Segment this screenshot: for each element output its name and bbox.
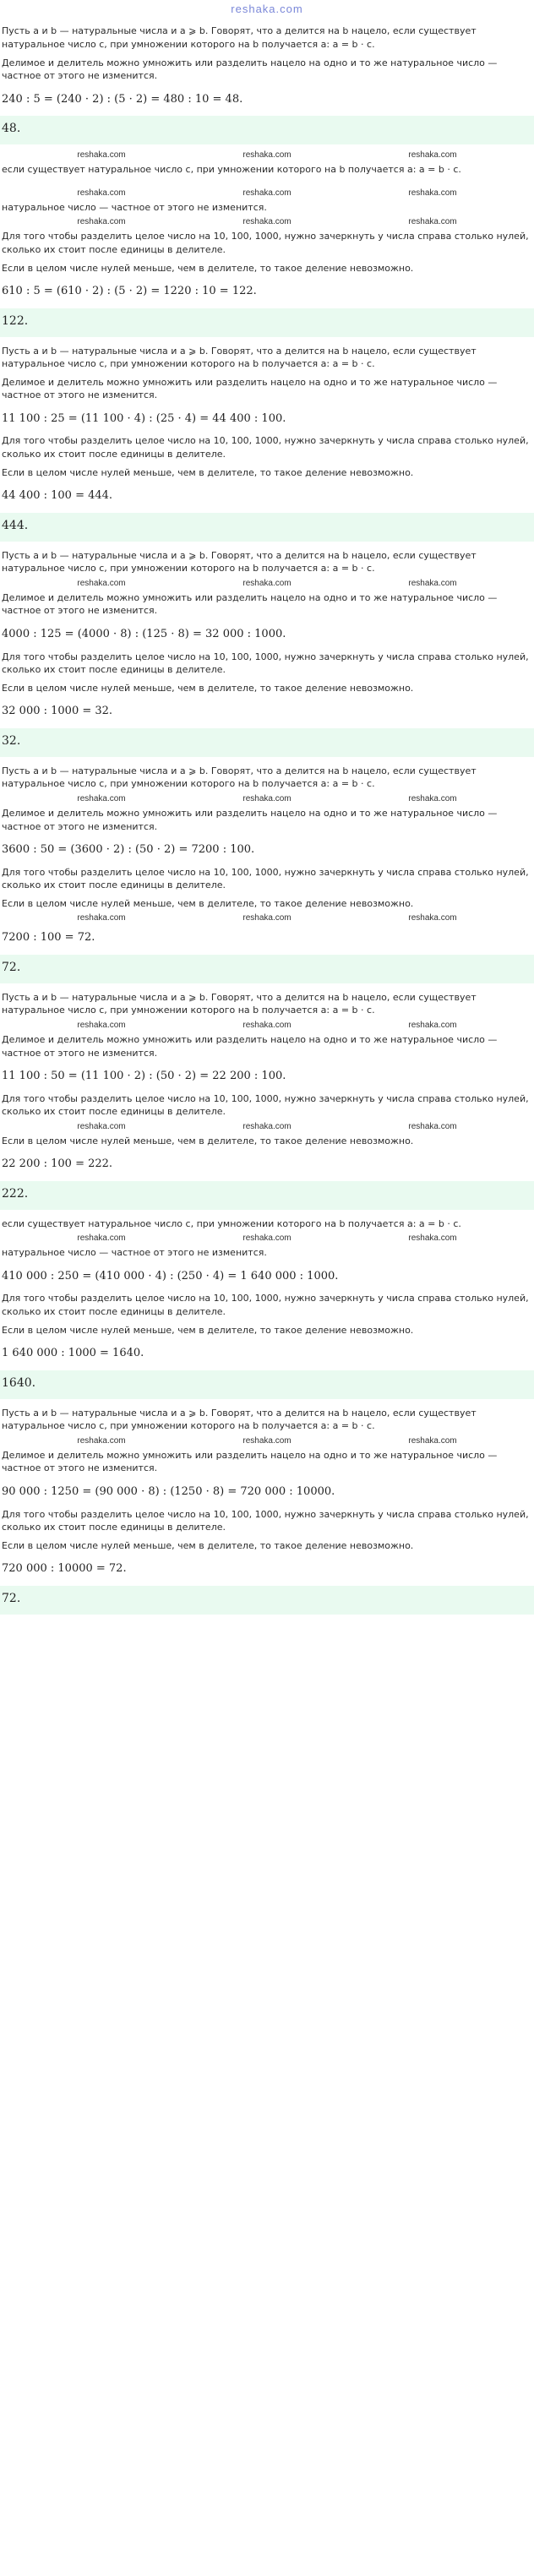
rule-text: Если в целом числе нулей меньше, чем в делителе, то такое деление невозможно. <box>2 1324 414 1336</box>
answer-line: 72. <box>0 1586 534 1615</box>
watermark-row: reshaka.com reshaka.com reshaka.com <box>77 793 457 803</box>
calculation: 90 000 : 1250 = (90 000 · 8) : (1250 · 8) = 720 000 : 10000. <box>2 1485 335 1499</box>
rule-text: Делимое и делитель можно умножить или разделить нацело на одно и то же натуральное число — частное от этого не изменится. <box>2 376 498 401</box>
solution-section-4 <box>0 547 534 725</box>
watermark-row: reshaka.com reshaka.com reshaka.com <box>77 217 457 227</box>
answer-line: 122. <box>0 308 534 337</box>
solution-section-8 <box>0 1404 534 1582</box>
definition-text: Пусть a и b — натуральные числа и a ⩾ b. Говорят, что a делится на b нацело, если существует натуральное число c, при умножении которого на b получается a: a = b · c. <box>2 765 477 790</box>
rule-text: Для того чтобы разделить целое число на 10, 100, 1000, нужно зачеркнуть у числа справа столько нулей, сколько их стоит после единицы в делителе. <box>2 231 529 256</box>
solution-section-7 <box>0 1215 534 1367</box>
calculation: 4000 : 125 = (4000 · 8) : (125 · 8) = 32 000 : 1000. <box>2 628 286 641</box>
answer-line: 1640. <box>0 1370 534 1399</box>
rule-text: Если в целом числе нулей меньше, чем в делителе, то такое деление невозможно. <box>2 1539 414 1551</box>
rule-text: Для того чтобы разделить целое число на 10, 100, 1000, нужно зачеркнуть у числа справа столько нулей, сколько их стоит после единицы в делителе. <box>2 866 529 891</box>
calculation: 32 000 : 1000 = 32. <box>2 705 113 718</box>
calculation: 410 000 : 250 = (410 000 · 4) : (250 · 4) = 1 640 000 : 1000. <box>2 1270 339 1283</box>
watermark-row: reshaka.com reshaka.com reshaka.com <box>77 1435 457 1446</box>
solution-section-5 <box>0 762 534 951</box>
calculation: 44 400 : 100 = 444. <box>2 489 113 503</box>
rule-text: Делимое и делитель можно умножить или разделить нацело на одно и то же натуральное число — частное от этого не изменится. <box>2 1033 498 1059</box>
calculation: 7200 : 100 = 72. <box>2 931 95 945</box>
rule-text: Если в целом числе нулей меньше, чем в делителе, то такое деление невозможно. <box>2 682 414 694</box>
calculation: 11 100 : 50 = (11 100 · 2) : (50 · 2) = 22 200 : 100. <box>2 1070 286 1083</box>
calculation: 720 000 : 10000 = 72. <box>2 1562 127 1576</box>
answer-line: 48. <box>0 116 534 144</box>
rule-text: Для того чтобы разделить целое число на 10, 100, 1000, нужно зачеркнуть у числа справа столько нулей, сколько их стоит после единицы в делителе. <box>2 651 529 676</box>
definition-text: Пусть a и b — натуральные числа и a ⩾ b. Говорят, что a делится на b нацело, если существует натуральное число c, при умножении которого на b получается a: a = b · c. <box>2 1407 477 1432</box>
rule-text: Делимое и делитель можно умножить или разделить нацело на одно и то же натуральное число — частное от этого не изменится. <box>2 591 498 617</box>
watermark-row: reshaka.com reshaka.com reshaka.com <box>77 1020 457 1030</box>
calculation: 22 200 : 100 = 222. <box>2 1157 113 1171</box>
answer-line: 32. <box>0 728 534 757</box>
calculation: 3600 : 50 = (3600 · 2) : (50 · 2) = 7200 : 100. <box>2 843 255 857</box>
definition-text: Пусть a и b — натуральные числа и a ⩾ b. Говорят, что a делится на b нацело, если существует натуральное число c, при умножении которого на b получается a: a = b · c. <box>2 549 477 575</box>
solution-section-3 <box>0 342 534 509</box>
calculation: 610 : 5 = (610 · 2) : (5 · 2) = 1220 : 10 = 122. <box>2 285 257 298</box>
answer-line: 72. <box>0 955 534 983</box>
site-watermark: reshaka.com <box>231 3 303 15</box>
definition-text: Пусть a и b — натуральные числа и a ⩾ b. Говорят, что a делится на b нацело, если существует натуральное число c, при умножении которого на b получается a: a = b · c. <box>2 345 477 370</box>
definition-text: если существует натуральное число c, при умножении которого на b получается a: a = b · c. <box>2 164 461 176</box>
rule-text: Если в целом числе нулей меньше, чем в делителе, то такое деление невозможно. <box>2 1135 414 1146</box>
watermark-row: reshaka.com reshaka.com reshaka.com <box>77 1234 457 1244</box>
calculation: 1 640 000 : 1000 = 1640. <box>2 1347 144 1360</box>
rule-text: Для того чтобы разделить целое число на 10, 100, 1000, нужно зачеркнуть у числа справа столько нулей, сколько их стоит после единицы в делителе. <box>2 1092 529 1118</box>
rule-text: Делимое и делитель можно умножить или разделить нацело на одно и то же натуральное число — частное от этого не изменится. <box>2 807 498 832</box>
answer-line: 444. <box>0 513 534 542</box>
solution-section-2 <box>0 150 534 305</box>
definition-text: Пусть a и b — натуральные числа и a ⩾ b. Говорят, что a делится на b нацело, если существует натуральное число c, при умножении которого на b получается a: a = b · c. <box>2 25 477 51</box>
solution-section-6 <box>0 988 534 1178</box>
watermark-row: reshaka.com reshaka.com reshaka.com <box>77 913 457 923</box>
solution-section-1 <box>0 22 534 112</box>
definition-text: Пусть a и b — натуральные числа и a ⩾ b. Говорят, что a делится на b нацело, если существует натуральное число c, при умножении которого на b получается a: a = b · c. <box>2 991 477 1016</box>
watermark-row: reshaka.com reshaka.com reshaka.com <box>77 188 457 198</box>
rule-text: Делимое и делитель можно умножить или разделить нацело на одно и то же натуральное число — частное от этого не изменится. <box>2 57 498 82</box>
watermark-row: reshaka.com reshaka.com reshaka.com <box>77 1121 457 1131</box>
rule-text: Для того чтобы разделить целое число на 10, 100, 1000, нужно зачеркнуть у числа справа столько нулей, сколько их стоит после единицы в делителе. <box>2 435 529 460</box>
rule-text: Для того чтобы разделить целое число на 10, 100, 1000, нужно зачеркнуть у числа справа столько нулей, сколько их стоит после единицы в делителе. <box>2 1293 529 1318</box>
rule-text: натуральное число — частное от этого не изменится. <box>2 201 267 213</box>
rule-text: Для того чтобы разделить целое число на 10, 100, 1000, нужно зачеркнуть у числа справа столько нулей, сколько их стоит после единицы в делителе. <box>2 1508 529 1533</box>
rule-text: натуральное число — частное от этого не изменится. <box>2 1247 267 1259</box>
rule-text: Если в целом числе нулей меньше, чем в делителе, то такое деление невозможно. <box>2 897 414 909</box>
rule-text: Если в целом числе нулей меньше, чем в делителе, то такое деление невозможно. <box>2 466 414 478</box>
watermark-row: reshaka.com reshaka.com reshaka.com <box>77 578 457 588</box>
rule-text: Если в целом числе нулей меньше, чем в делителе, то такое деление невозможно. <box>2 262 414 274</box>
definition-text: если существует натуральное число c, при умножении которого на b получается a: a = b · c. <box>2 1217 461 1229</box>
answer-line: 222. <box>0 1181 534 1210</box>
rule-text: Делимое и делитель можно умножить или разделить нацело на одно и то же натуральное число — частное от этого не изменится. <box>2 1449 498 1474</box>
watermark-row: reshaka.com reshaka.com reshaka.com <box>77 150 457 161</box>
calculation: 240 : 5 = (240 · 2) : (5 · 2) = 480 : 10 = 48. <box>2 92 243 106</box>
calculation: 11 100 : 25 = (11 100 · 4) : (25 · 4) = 44 400 : 100. <box>2 412 286 426</box>
